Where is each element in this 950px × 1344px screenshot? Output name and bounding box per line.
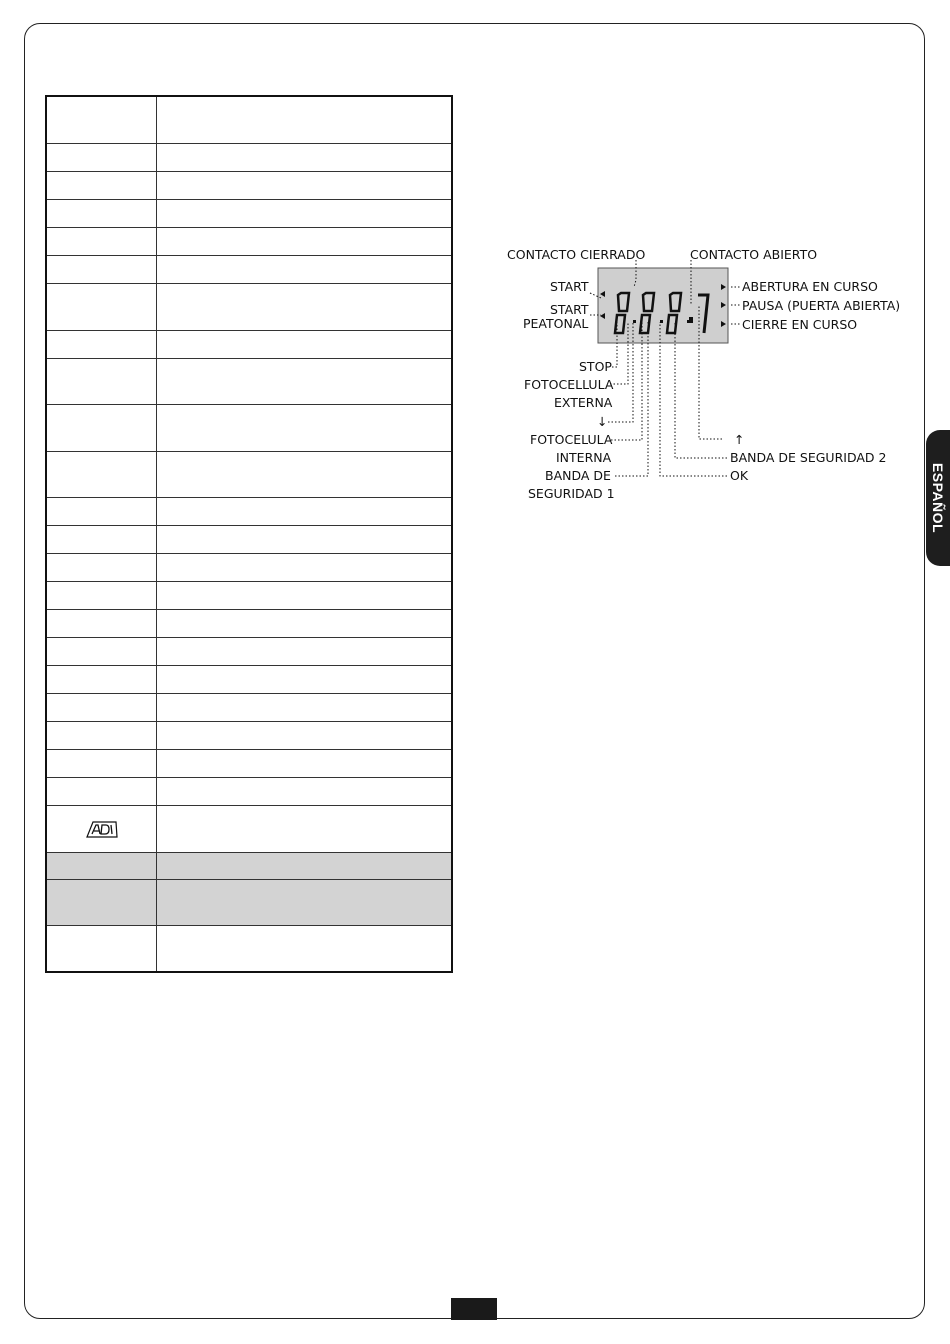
label-arrow-up: ↑ — [734, 432, 745, 447]
table-cell-value — [157, 879, 453, 925]
table-row — [46, 171, 452, 199]
table-cell-value — [157, 525, 453, 553]
table-row — [46, 721, 452, 749]
table-cell-key — [46, 497, 157, 525]
table-row — [46, 330, 452, 358]
table-row — [46, 96, 452, 143]
table-cell-value — [157, 721, 453, 749]
table-cell-key — [46, 171, 157, 199]
table-row — [46, 227, 452, 255]
table-cell-key — [46, 255, 157, 283]
table-row — [46, 404, 452, 451]
table-cell-value — [157, 404, 453, 451]
table-row — [46, 879, 452, 925]
table-row — [46, 805, 452, 852]
table-row — [46, 358, 452, 404]
adi-logo-icon — [85, 819, 119, 839]
table-cell-value — [157, 96, 453, 143]
label-abertura: ABERTURA EN CURSO — [742, 279, 878, 294]
table-cell-key — [46, 404, 157, 451]
label-cierre: CIERRE EN CURSO — [742, 317, 858, 332]
table-cell-key — [46, 925, 157, 972]
label-contacto-cerrado: CONTACTO CIERRADO — [507, 247, 646, 262]
label-fotocellula-2: EXTERNA — [554, 395, 613, 410]
table-row — [46, 283, 452, 330]
table-cell-key — [46, 879, 157, 925]
table-cell-key — [46, 227, 157, 255]
table-cell-key — [46, 553, 157, 581]
language-tab — [926, 430, 950, 566]
table-row — [46, 637, 452, 665]
table-cell-key — [46, 805, 157, 852]
table-row — [46, 497, 452, 525]
table-cell-key — [46, 693, 157, 721]
table-cell-value — [157, 609, 453, 637]
table-row — [46, 143, 452, 171]
table-cell-value — [157, 227, 453, 255]
table-cell-key — [46, 330, 157, 358]
page-number-box — [451, 1298, 497, 1320]
table-cell-key — [46, 96, 157, 143]
table-cell-key — [46, 451, 157, 497]
table-row — [46, 665, 452, 693]
table-row — [46, 255, 452, 283]
table-cell-value — [157, 497, 453, 525]
table-cell-key — [46, 609, 157, 637]
label-start-peatonal-2: PEATONAL — [523, 316, 589, 331]
label-fotocelula-int-2: INTERNA — [556, 450, 612, 465]
table-cell-value — [157, 330, 453, 358]
table-cell-key — [46, 665, 157, 693]
table-cell-value — [157, 637, 453, 665]
table-cell-value — [157, 805, 453, 852]
label-banda2: BANDA DE SEGURIDAD 2 — [730, 450, 887, 465]
label-arrow-down: ↓ — [597, 414, 608, 429]
table-cell-value — [157, 143, 453, 171]
table-row — [46, 925, 452, 972]
label-pausa: PAUSA (PUERTA ABIERTA) — [742, 298, 901, 313]
table-cell-key — [46, 143, 157, 171]
table-cell-value — [157, 199, 453, 227]
table-cell-value — [157, 693, 453, 721]
table-row — [46, 777, 452, 805]
table-cell-key — [46, 358, 157, 404]
label-contacto-abierto: CONTACTO ABIERTO — [690, 247, 818, 262]
table-cell-key — [46, 581, 157, 609]
table-row — [46, 525, 452, 553]
table-cell-value — [157, 777, 453, 805]
label-start: START — [550, 279, 589, 294]
table-cell-value — [157, 925, 453, 972]
table-cell-key — [46, 637, 157, 665]
label-ok: OK — [730, 468, 749, 483]
label-fotocelula-int-1: FOTOCELULA — [530, 432, 613, 447]
table-cell-key — [46, 525, 157, 553]
table-row — [46, 199, 452, 227]
table-cell-value — [157, 283, 453, 330]
table-cell-key — [46, 852, 157, 879]
table-cell-value — [157, 171, 453, 199]
table-cell-value — [157, 665, 453, 693]
table-cell-value — [157, 255, 453, 283]
table-cell-key — [46, 199, 157, 227]
table-row — [46, 581, 452, 609]
label-fotocellula-1: FOTOCELLULA — [524, 377, 614, 392]
table-cell-value — [157, 451, 453, 497]
table-cell-value — [157, 358, 453, 404]
label-banda1-1: BANDA DE — [545, 468, 611, 483]
label-start-peatonal-1: START — [550, 302, 589, 317]
table-row — [46, 451, 452, 497]
table-cell-key — [46, 283, 157, 330]
table-row — [46, 609, 452, 637]
table-row — [46, 852, 452, 879]
table-cell-value — [157, 581, 453, 609]
table-cell-key — [46, 721, 157, 749]
label-stop: STOP — [579, 359, 612, 374]
parameter-table — [45, 95, 453, 973]
table-cell-value — [157, 553, 453, 581]
table-row — [46, 749, 452, 777]
table-row — [46, 553, 452, 581]
table-cell-value — [157, 749, 453, 777]
table-cell-value — [157, 852, 453, 879]
table-row — [46, 693, 452, 721]
table-cell-key — [46, 777, 157, 805]
label-banda1-2: SEGURIDAD 1 — [528, 486, 615, 501]
display-diagram — [490, 235, 910, 510]
language-label: ESPAÑOL — [930, 462, 946, 534]
table-cell-key — [46, 749, 157, 777]
